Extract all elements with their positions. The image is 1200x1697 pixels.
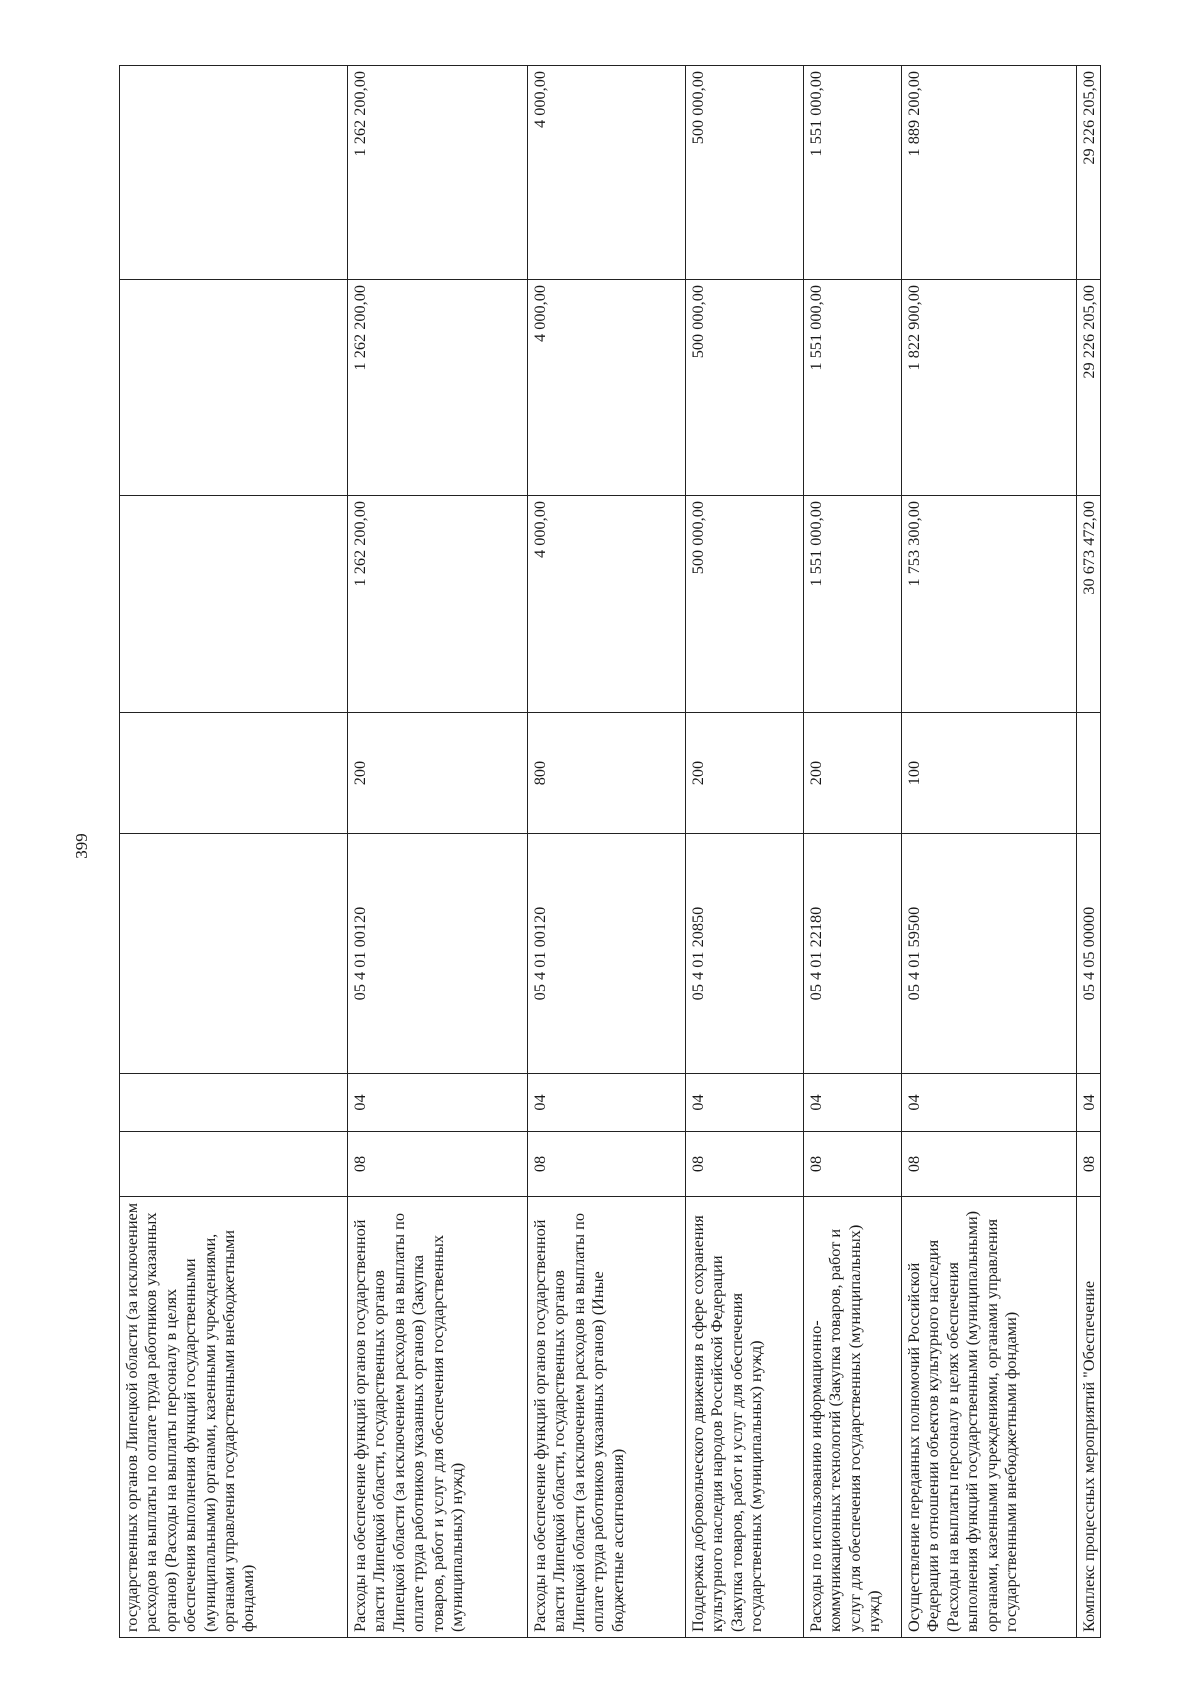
row-section: 08 (902, 1132, 1077, 1197)
row-description: Расходы на обеспечение функций органов государственной власти Липецкой области, государственных органов Липецкой области (за исключением расходов на выплаты по оплате труда работников указанных органов) (Закупка товаров, работ и услуг для обеспечения государственных (муниципальных) нужд) (348, 1197, 528, 1638)
row-amount-2: 1 551 000,00 (804, 280, 902, 496)
table-row (348, 66, 528, 1638)
row-amount-1: 1 753 300,00 (902, 496, 1077, 713)
row-amount-3: 4 000,00 (528, 66, 686, 280)
row-subsection: 04 (528, 1074, 686, 1132)
row-amount-2: 4 000,00 (528, 280, 686, 496)
row-amount-1: 30 673 472,00 (1077, 496, 1101, 713)
row-amount-2: 1 822 900,00 (902, 280, 1077, 496)
row-description: Поддержка добровольческого движения в сфере сохранения культурного наследия народов Российской Федерации (Закупка товаров, работ и услуг для обеспечения государственных (муниципальных) нужд) (686, 1197, 804, 1638)
table-row (804, 66, 902, 1638)
row-amount-3: 29 226 205,00 (1077, 66, 1101, 280)
table-row (120, 66, 348, 1638)
budget-table (119, 65, 1101, 1638)
row-target-article: 05 4 01 00120 (348, 834, 528, 1074)
row-description: Комплекс процессных мероприятий "Обеспечение (1077, 1197, 1101, 1638)
row-expense-type (1077, 713, 1101, 834)
row-amount-2: 500 000,00 (686, 280, 804, 496)
row-target-article: 05 4 01 20850 (686, 834, 804, 1074)
table-row (528, 66, 686, 1638)
row-expense-type: 800 (528, 713, 686, 834)
row-amount-3: 1 889 200,00 (902, 66, 1077, 280)
row-target-article: 05 4 05 00000 (1077, 834, 1101, 1074)
row-target-article: 05 4 01 22180 (804, 834, 902, 1074)
row-description: Расходы по использованию информационно-коммуникационных технологий (Закупка товаров, работ и услуг для обеспечения государственных (муниципальных) нужд) (804, 1197, 902, 1638)
row-amount-1: 1 262 200,00 (348, 496, 528, 713)
row-subsection: 04 (686, 1074, 804, 1132)
row-section: 08 (1077, 1132, 1101, 1197)
row-amount-2 (120, 280, 348, 496)
row-amount-1: 4 000,00 (528, 496, 686, 713)
table-row (902, 66, 1077, 1638)
row-expense-type: 200 (348, 713, 528, 834)
row-expense-type: 200 (686, 713, 804, 834)
row-section: 08 (686, 1132, 804, 1197)
row-amount-3: 1 262 200,00 (348, 66, 528, 280)
row-target-article (120, 834, 348, 1074)
row-section: 08 (348, 1132, 528, 1197)
row-amount-2: 29 226 205,00 (1077, 280, 1101, 496)
row-subsection: 04 (804, 1074, 902, 1132)
row-expense-type (120, 713, 348, 834)
row-subsection: 04 (348, 1074, 528, 1132)
row-description: Осуществление переданных полномочий Российской Федерации в отношении объектов культурного наследия (Расходы на выплаты персоналу в целях обеспечения выполнения функций государственными (муниципальными) органами, казенными учреждениями, органами управления государственными внебюджетными фондами) (902, 1197, 1077, 1638)
row-amount-1 (120, 496, 348, 713)
row-amount-1: 1 551 000,00 (804, 496, 902, 713)
row-expense-type: 200 (804, 713, 902, 834)
row-target-article: 05 4 01 59500 (902, 834, 1077, 1074)
row-section (120, 1132, 348, 1197)
row-subsection (120, 1074, 348, 1132)
row-target-article: 05 4 01 00120 (528, 834, 686, 1074)
row-amount-1: 500 000,00 (686, 496, 804, 713)
row-description: Расходы на обеспечение функций органов государственной власти Липецкой области, государственных органов Липецкой области (за исключением расходов на выплаты по оплате труда работников указанных органов) (Иные бюджетные ассигнования) (528, 1197, 686, 1638)
row-amount-2: 1 262 200,00 (348, 280, 528, 496)
page-number: 399 (72, 833, 91, 859)
row-section: 08 (804, 1132, 902, 1197)
row-amount-3: 1 551 000,00 (804, 66, 902, 280)
row-subsection: 04 (902, 1074, 1077, 1132)
row-section: 08 (528, 1132, 686, 1197)
table-row (686, 66, 804, 1638)
row-expense-type: 100 (902, 713, 1077, 834)
row-amount-3 (120, 66, 348, 280)
budget-table-wrapper (119, 66, 1100, 1638)
row-description: государственных органов Липецкой области (за исключением расходов на выплаты по оплате труда работников указанных органов) (Расходы на выплаты персоналу в целях обеспечения выполнения функций государственными (муниципальными) органами, казенными учреждениями, органами управления государственными внебюджетными фондами) (120, 1197, 348, 1638)
row-amount-3: 500 000,00 (686, 66, 804, 280)
row-subsection: 04 (1077, 1074, 1101, 1132)
table-row (1077, 66, 1101, 1638)
